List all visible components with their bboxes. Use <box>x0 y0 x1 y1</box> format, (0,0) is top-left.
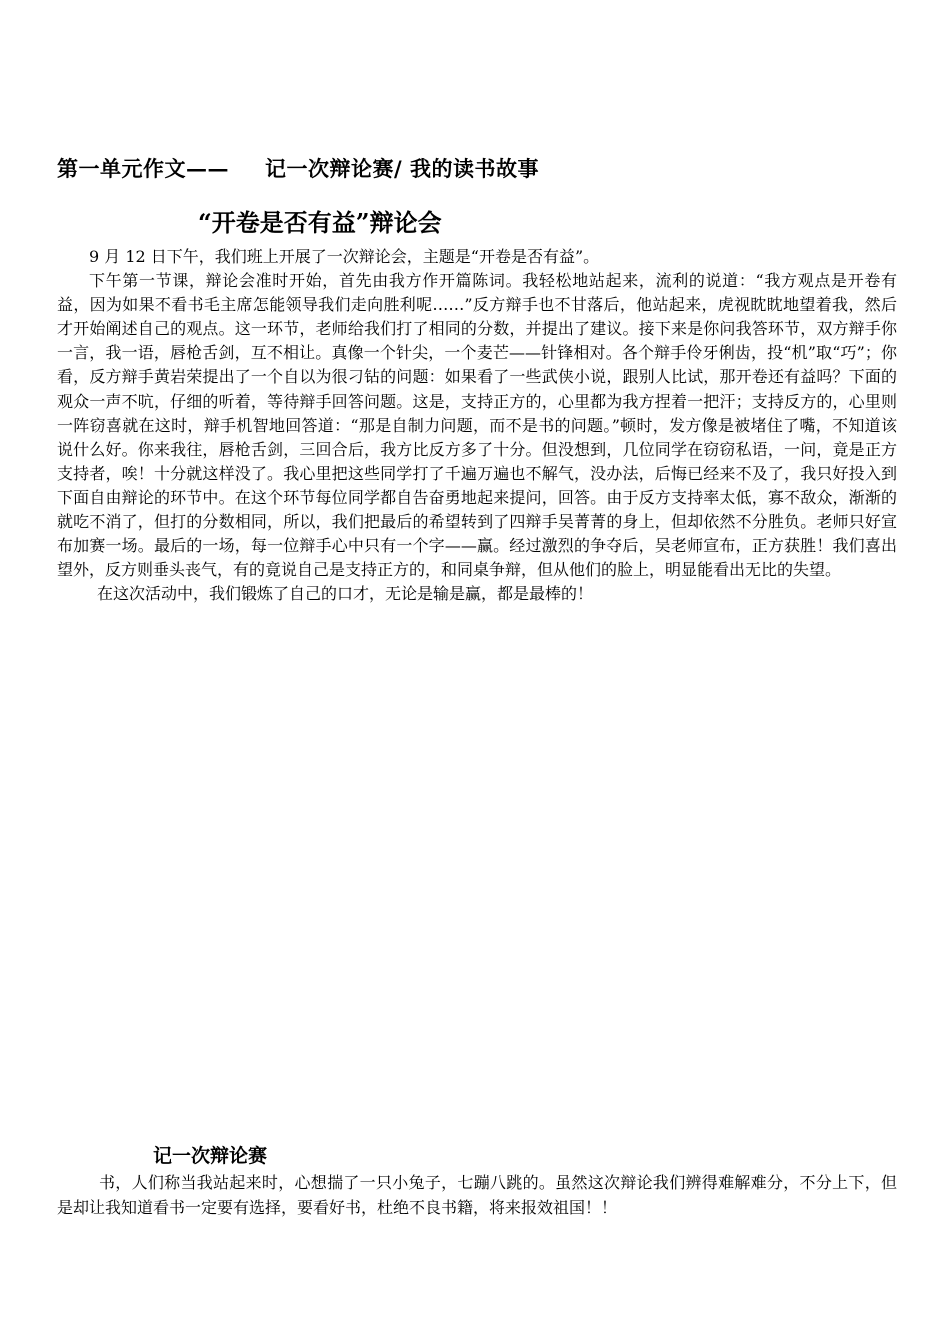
essay-paragraph-1: 9 月 12 日下午，我们班上开展了一次辩论会，主题是“开卷是否有益”。 <box>89 247 600 266</box>
second-essay-body <box>57 1170 897 1220</box>
second-essay-paragraph-1: 书，人们称当我站起来时，心想揣了一只小兔子，七蹦八跳的。虽然这次辩论我们辨得难解难分，不分上下，但是却让我知道看书一定要有选择，要看好书，杜绝不良书籍，将来报效祖国！！ <box>57 1173 897 1217</box>
second-essay-title: 记一次辩论赛 <box>153 1145 268 1167</box>
unit-topics: 记一次辩论赛/ 我的读书故事 <box>265 156 539 181</box>
essay-paragraph-2: 下午第一节课，辩论会准时开始，首先由我方作开篇陈词。我轻松地站起来，流利的说道：“我方观点是开卷有益，因为如果不看书毛主席怎能领导我们走向胜利呢……”反方辩手也不甘落后，他站起来，虎视眈眈地望着我，然后才开始阐述自己的观点。这一环节，老师给我们打了相同的分数，并提出了建议。接下来是你问我答环节，双方辩手你一言，我一语，唇枪舌剑，互不相让。真像一个针尖，一个麦芒——针锋相对。各个辩手伶牙俐齿，投“机”取“巧”；你看，反方辩手黄岩荣提出了一个自以为很刁钻的问题：如果看了一些武侠小说，跟别人比试，那开卷还有益吗？下面的观众一声不吭，仔细的听着，等待辩手回答问题。这是，支持正方的，心里都为我方捏着一把汗；支持反方的，心里则一阵窃喜就在这时，辩手机智地回答道：“那是自制力问题，而不是书的问题。”顿时，发方像是被堵住了嘴，不知道该说什么好。你来我往，唇枪舌剑，三回合后，我方比反方多了十分。但没想到，几位同学在窃窃私语，一问，竟是正方支持者，唉！十分就这样没了。我心里把这些同学打了千遍万遍也不解气，没办法，后悔已经来不及了，我只好投入到下面自由辩论的环节中。在这个环节每位同学都自告奋勇地起来提问，回答。由于反方支持率太低，寡不敌众，渐渐的就吃不消了，但打的分数相同，所以，我们把最后的希望转到了四辩手吴菁菁的身上，但却依然不分胜负。老师只好宣布加赛一场。最后的一场，每一位辩手心中只有一个字——赢。经过激烈的争夺后，吴老师宣布，正方获胜！我们喜出望外，反方则垂头丧气，有的竟说自己是支持正方的，和同桌争辩，但从他们的脸上，明显能看出无比的失望。 <box>57 271 897 580</box>
essay-body <box>57 245 897 606</box>
unit-heading <box>57 153 539 183</box>
essay-paragraph-3: 在这次活动中，我们锻炼了自己的口才，无论是输是赢，都是最棒的！ <box>97 584 594 604</box>
unit-label: 第一单元作文—— <box>57 156 229 181</box>
essay-title: “开卷是否有益”辩论会 <box>198 208 442 237</box>
